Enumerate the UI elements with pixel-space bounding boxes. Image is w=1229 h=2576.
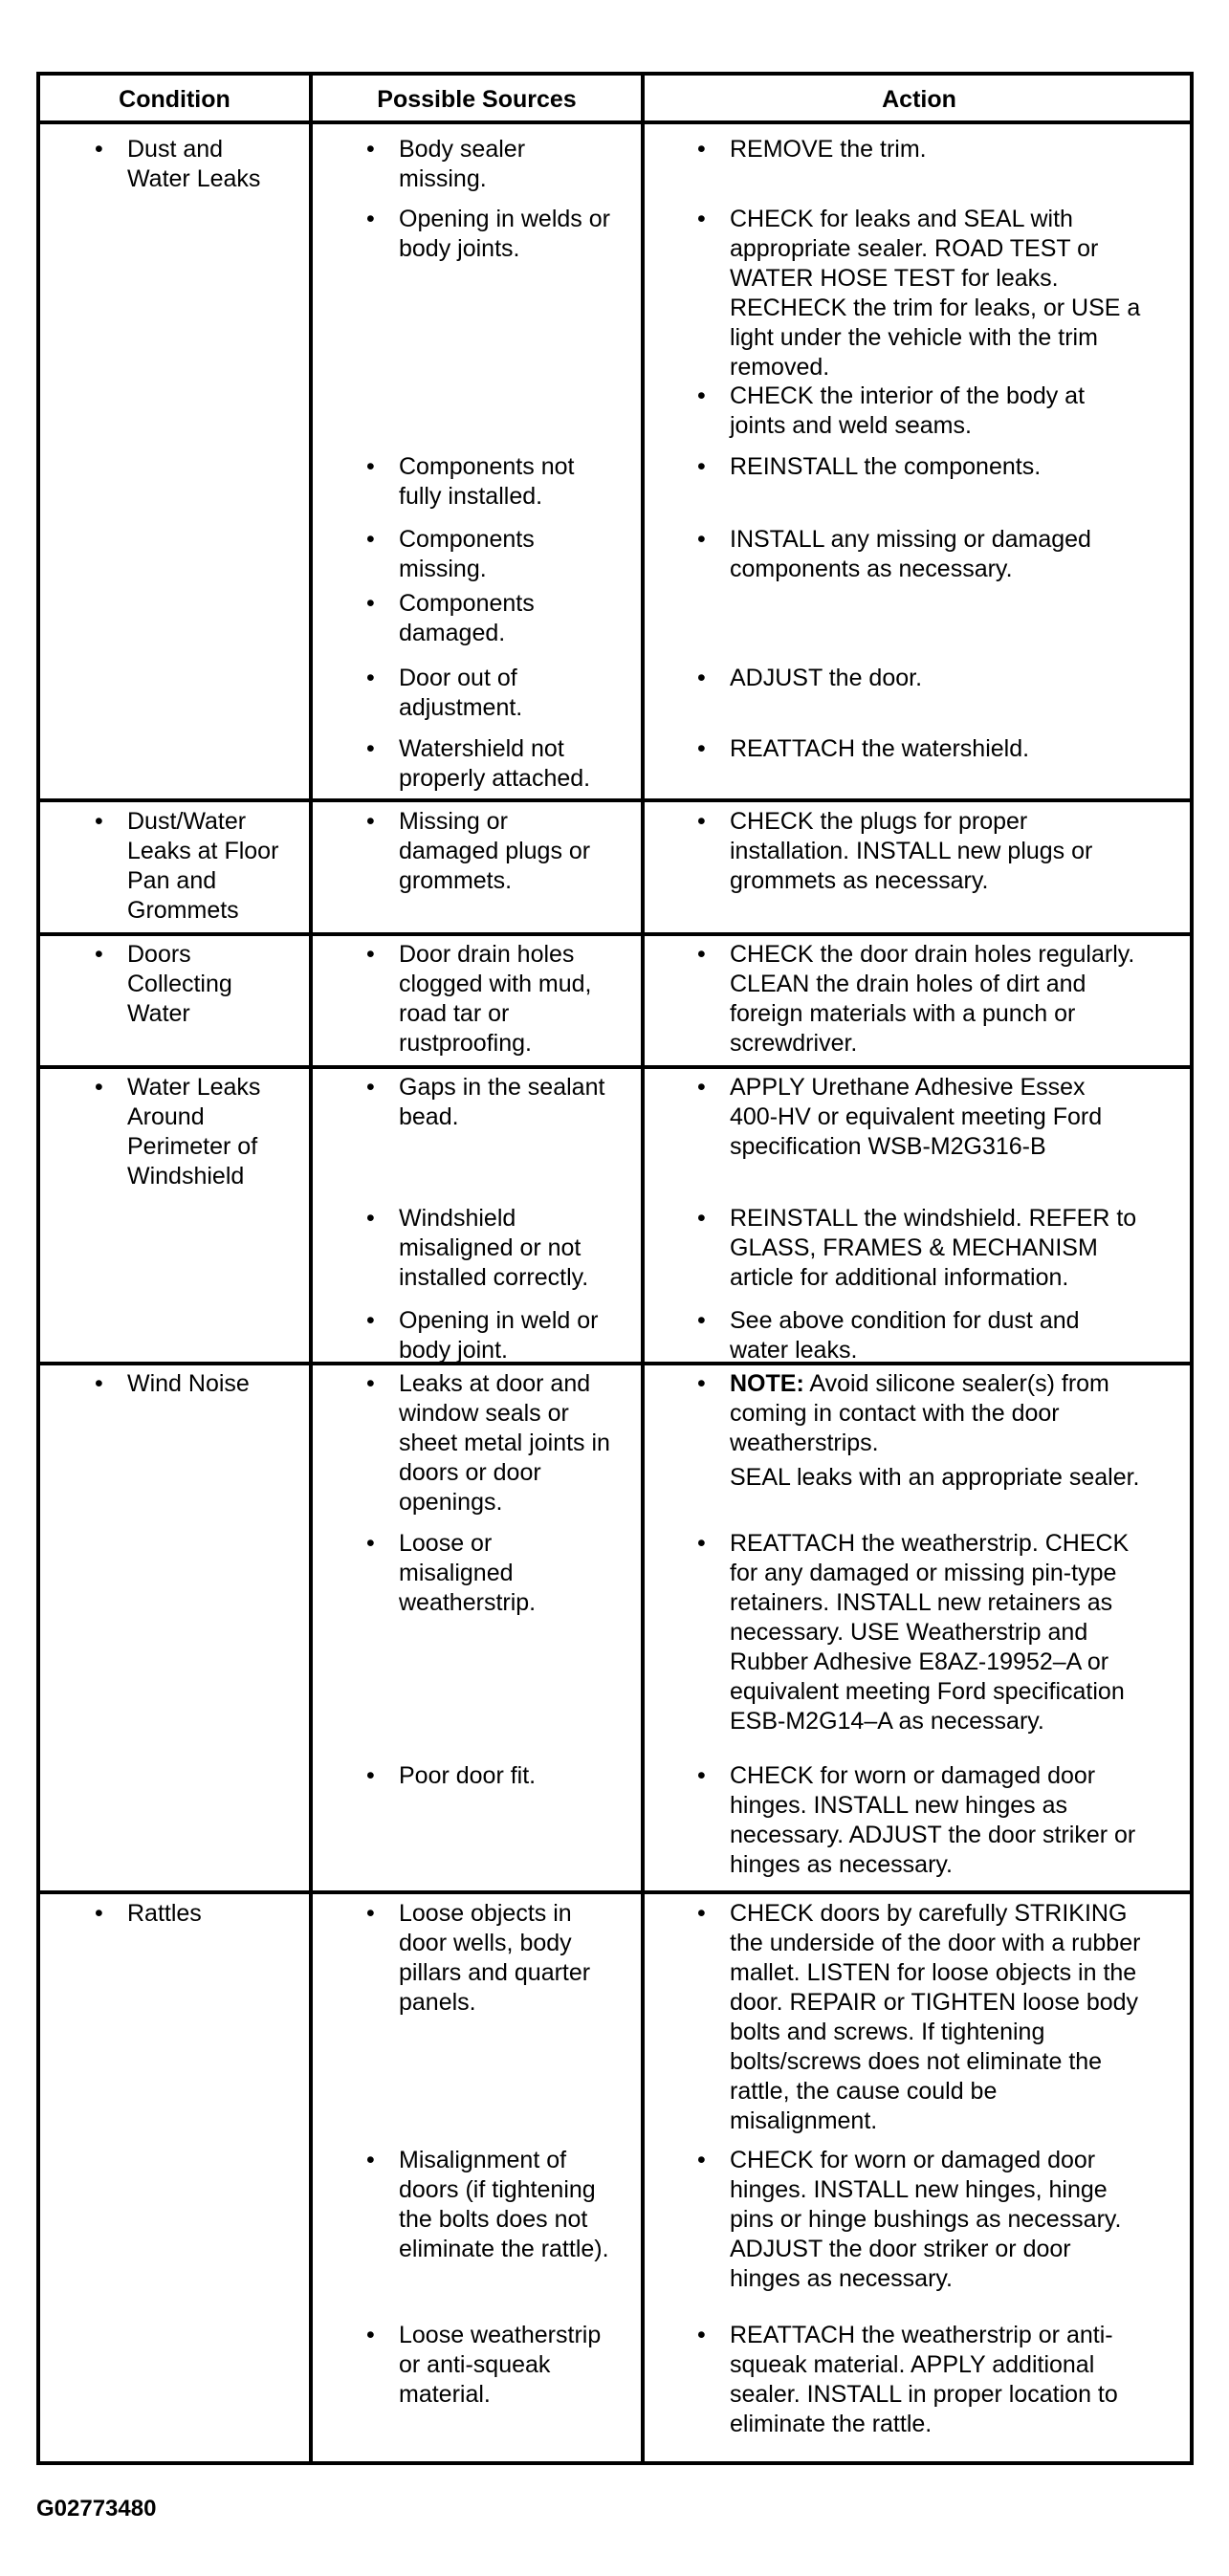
action-item: • CHECK for worn or damaged door hinges. INSTALL new hinges, hinge pins or hinge bushings as necessary. ADJUST the door striker or door hinges as necessary. bbox=[730, 2146, 1122, 2294]
column-divider bbox=[309, 76, 313, 2461]
header-action: Action bbox=[882, 85, 956, 113]
source-item: • Body sealer missing. bbox=[399, 135, 525, 194]
row-divider bbox=[40, 1065, 1190, 1069]
row-divider bbox=[40, 1890, 1190, 1894]
source-item: • Opening in weld or body joint. bbox=[399, 1306, 598, 1365]
condition-cell: • Doors Collecting Water bbox=[127, 940, 232, 1029]
condition-cell: • Dust/Water Leaks at Floor Pan and Grommets bbox=[127, 807, 278, 926]
action-item: • CHECK for leaks and SEAL with appropriate sealer. ROAD TEST or WATER HOSE TEST for leaks. RECHECK the trim for leaks, or USE a light under the vehicle with the trim removed. bbox=[730, 205, 1140, 382]
note-label: NOTE: bbox=[730, 1370, 804, 1397]
action-item: • CHECK for worn or damaged door hinges. INSTALL new hinges as necessary. ADJUST the door striker or hinges as necessary. bbox=[730, 1761, 1135, 1880]
note-text: Avoid silicone sealer(s) from coming in contact with the door weatherstrips. bbox=[730, 1370, 1109, 1456]
header-condition: Condition bbox=[119, 85, 230, 113]
source-item: • Misalignment of doors (if tightening the bolts does not eliminate the rattle). bbox=[399, 2146, 609, 2264]
diagnosis-table bbox=[36, 72, 1194, 2465]
row-divider bbox=[40, 798, 1190, 802]
source-item: • Opening in welds or body joints. bbox=[399, 205, 610, 264]
source-item: • Components not fully installed. bbox=[399, 452, 574, 512]
source-item: • Door drain holes clogged with mud, road tar or rustproofing. bbox=[399, 940, 592, 1059]
action-item: • REMOVE the trim. bbox=[730, 135, 927, 164]
note-item bbox=[730, 1369, 1109, 1458]
action-item: • APPLY Urethane Adhesive Essex 400-HV or equivalent meeting Ford specification WSB-M2G316-B bbox=[730, 1073, 1102, 1162]
action-item: • CHECK the interior of the body at joints and weld seams. bbox=[730, 382, 1085, 441]
source-item: • Components damaged. bbox=[399, 589, 535, 648]
source-item: • Leaks at door and window seals or sheet metal joints in doors or door openings. bbox=[399, 1369, 610, 1517]
source-item: • Door out of adjustment. bbox=[399, 664, 522, 723]
action-item: • REATTACH the watershield. bbox=[730, 734, 1029, 764]
action-item: • ADJUST the door. bbox=[730, 664, 922, 693]
condition-cell: • Wind Noise bbox=[127, 1369, 250, 1399]
source-item: • Loose weatherstrip or anti-squeak material. bbox=[399, 2321, 601, 2410]
column-divider bbox=[641, 76, 645, 2461]
condition-cell: • Rattles bbox=[127, 1899, 202, 1929]
header-possible-sources: Possible Sources bbox=[377, 85, 577, 113]
source-item: • Windshield misaligned or not installed correctly. bbox=[399, 1204, 588, 1293]
row-divider bbox=[40, 932, 1190, 936]
source-item: • Gaps in the sealant bead. bbox=[399, 1073, 604, 1132]
source-item: • Loose or misaligned weatherstrip. bbox=[399, 1529, 536, 1618]
action-item: • REATTACH the weatherstrip or anti- squeak material. APPLY additional sealer. INSTALL in proper location to eliminate the rattle. bbox=[730, 2321, 1118, 2439]
action-item: • CHECK the door drain holes regularly. CLEAN the drain holes of dirt and foreign materials with a punch or screwdriver. bbox=[730, 940, 1134, 1059]
action-item: • INSTALL any missing or damaged components as necessary. bbox=[730, 525, 1091, 584]
action-item: • REINSTALL the components. bbox=[730, 452, 1041, 482]
source-item: • Poor door fit. bbox=[399, 1761, 536, 1791]
figure-id: G02773480 bbox=[36, 2496, 157, 2521]
action-item: • REINSTALL the windshield. REFER to GLASS, FRAMES & MECHANISM article for additional information. bbox=[730, 1204, 1136, 1293]
condition-cell: • Dust and Water Leaks bbox=[127, 135, 260, 194]
action-item: • See above condition for dust and water leaks. bbox=[730, 1306, 1080, 1365]
action-item: • CHECK doors by carefully STRIKING the underside of the door with a rubber mallet. LISTEN for loose objects in the door. REPAIR or TIGHTEN loose body bolts and screws. If tightening bolts/screws does not eliminate the rattle, the cause could be misalignment. bbox=[730, 1899, 1140, 2136]
source-item: • Components missing. bbox=[399, 525, 535, 584]
source-item: • Missing or damaged plugs or grommets. bbox=[399, 807, 590, 896]
action-item: • REATTACH the weatherstrip. CHECK for any damaged or missing pin-type retainers. INSTALL new retainers as necessary. USE Weatherstrip and Rubber Adhesive E8AZ-19952–A or equivalent meeting Ford specification ESB-M2G14–A as necessary. bbox=[730, 1529, 1129, 1736]
action-item: • CHECK the plugs for proper installation. INSTALL new plugs or grommets as necessary. bbox=[730, 807, 1092, 896]
action-text: SEAL leaks with an appropriate sealer. bbox=[730, 1464, 1140, 1491]
condition-cell: • Water Leaks Around Perimeter of Windshield bbox=[127, 1073, 260, 1191]
source-item: • Loose objects in door wells, body pillars and quarter panels. bbox=[399, 1899, 590, 2018]
source-item: • Watershield not properly attached. bbox=[399, 734, 590, 794]
